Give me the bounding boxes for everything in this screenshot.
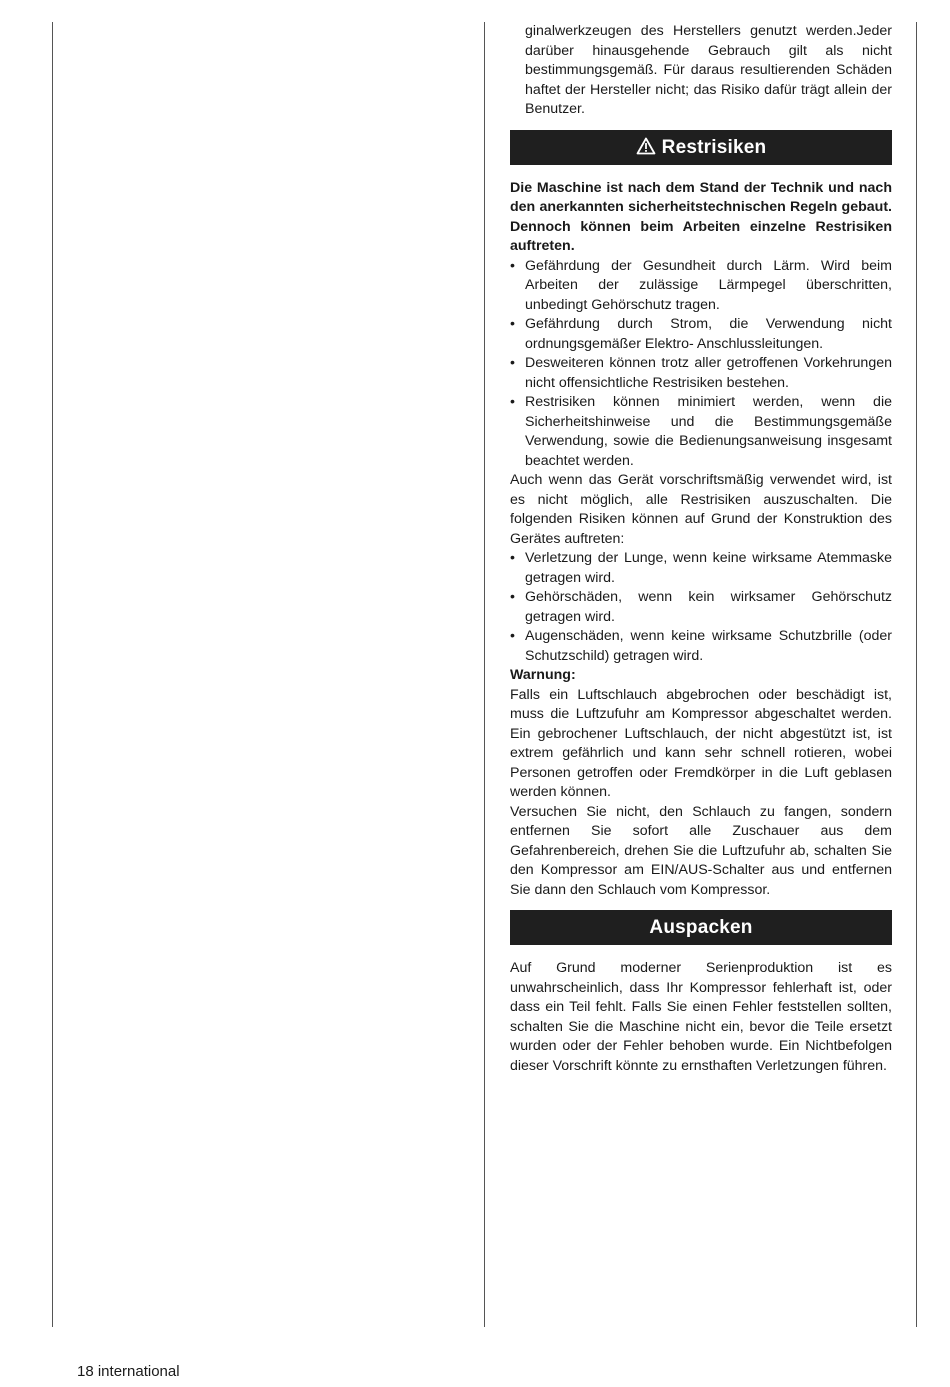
right-margin-rule xyxy=(916,22,917,1327)
warning-text-continued: Versuchen Sie nicht, den Schlauch zu fangen, sondern entfernen Sie sofort alle Zuschauer aus dem Gefahrenbereich, drehen Sie die Luftzufuhr ab, schalten Sie den Kompressor am EIN/AUS-Schalter aus und entfernen Sie dann den Schlauch vom Kompressor. xyxy=(510,803,892,898)
page-footer: 18 international xyxy=(77,1363,180,1380)
left-margin-rule xyxy=(52,22,53,1327)
warning-label: Warnung: xyxy=(510,667,576,683)
warning-text: Falls ein Luftschlauch abgebrochen oder beschädigt ist, muss die Luftzufuhr am Kompressor abgeschaltet werden. Ein gebrochener Luftschlauch, der nicht abgestützt ist, ist extrem gefährlich und kann sehr schnell rotieren, wobei Personen getroffen oder Fremdkörper in die Luft geblasen werden können. xyxy=(510,686,892,800)
warning-triangle-icon xyxy=(636,132,656,167)
list-item: • Augenschäden, wenn keine wirksame Schutzbrille (oder Schutzschild) getragen wird. xyxy=(510,628,892,664)
list-item: • Restrisiken können minimiert werden, wenn die Sicherheitshinweise und die Bestimmungsgemäße Verwendung, sowie die Bedienungsanweisung insgesamt beachtet werden. xyxy=(510,394,892,469)
auspacken-header xyxy=(510,910,892,945)
restrisiken-lead: Die Maschine ist nach dem Stand der Technik und nach den anerkannten sicherheitstechnischen Regeln gebaut. Dennoch können beim Arbeiten einzelne Restrisiken auftreten. xyxy=(510,179,892,254)
list-item: • Desweiteren können trotz aller getroffenen Vorkehrungen nicht offensichtliche Restrisiken bestehen. xyxy=(510,355,892,391)
restrisiken-header xyxy=(510,130,892,165)
list-item: • Gefährdung der Gesundheit durch Lärm. Wird beim Arbeiten der zulässige Lärmpegel überschritten, unbedingt Gehörschutz tragen. xyxy=(510,257,892,313)
right-text-column xyxy=(510,22,892,1076)
column-divider-rule xyxy=(484,22,485,1327)
auspacken-title: Auspacken xyxy=(649,917,753,938)
list-item: • Gehörschäden, wenn kein wirksamer Gehörschutz getragen wird. xyxy=(510,589,892,625)
risk-list-construction xyxy=(510,549,892,666)
restrisiken-paragraph: Auch wenn das Gerät vorschriftsmäßig verwendet wird, ist es nicht möglich, alle Restrisiken auszuschalten. Die folgenden Risiken können auf Grund der Konstruktion des Gerätes auftreten: xyxy=(510,472,892,547)
auspacken-text: Auf Grund moderner Serienproduktion ist es unwahrscheinlich, dass Ihr Kompressor fehlerhaft ist, oder dass ein Teil fehlt. Falls Sie einen Fehler feststellen sollten, schalten Sie die Maschine nicht ein, bevor die Teile ersetzt wurden oder der Fehler behoben wurde. Ein Nichtbefolgen dieser Vorschrift könnte zu ernsthaften Verletzungen führen. xyxy=(510,960,892,1074)
restrisiken-title: Restrisiken xyxy=(661,136,767,158)
list-item: • Gefährdung durch Strom, die Verwendung nicht ordnungsgemäßer Elektro- Anschlussleitungen. xyxy=(510,316,892,352)
intro-continuation: ginalwerkzeugen des Herstellers genutzt werden.Jeder darüber hinausgehende Gebrauch gilt als nicht bestimmungsgemäß. Für daraus resultierenden Schäden haftet der Hersteller nicht; das Risiko dafür trägt allein der Benutzer. xyxy=(525,23,892,117)
risk-list-primary xyxy=(510,257,892,472)
list-item: • Verletzung der Lunge, wenn keine wirksame Atemmaske getragen wird. xyxy=(510,550,892,586)
